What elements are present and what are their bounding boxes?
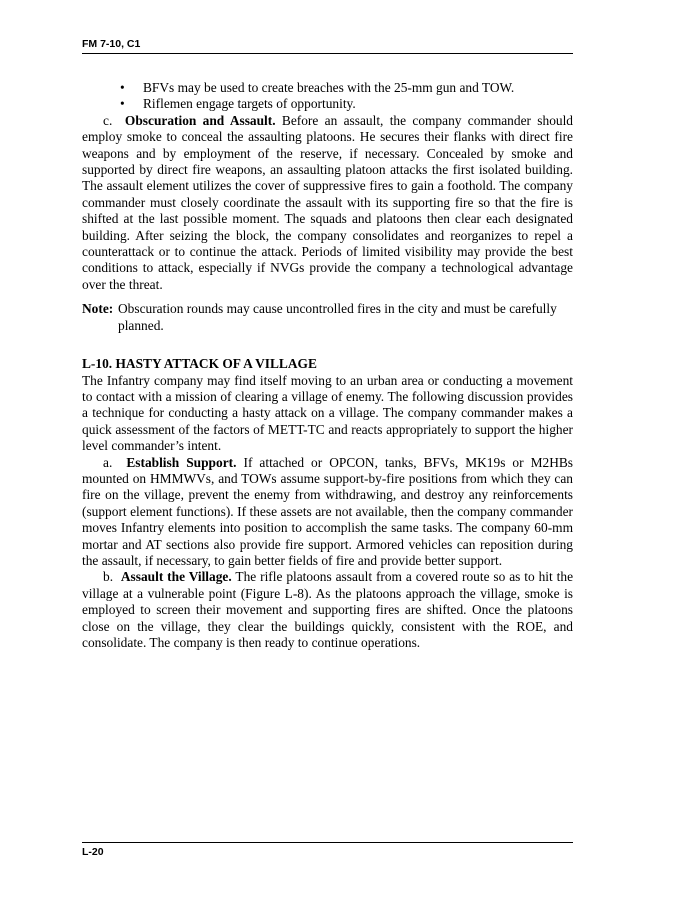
paragraph-heading: Obscuration and Assault.	[124, 112, 276, 128]
paragraph-label: c.	[103, 112, 113, 128]
paragraph-heading: Assault the Village.	[120, 569, 232, 585]
paragraph-text: Before an assault, the company commander should employ smoke to conceal the assaulting platoons. He secures their flanks with direct fire weapons and by employment of the reserve, if necessary. Concealed by smoke and supported by direct fire weapons, an assaulting platoon attacks the first isolated building. The assault element utilizes the cover of suppressive fires to gain a foothold. The company commander must closely coordinate the assault with its supporting fire so that the fire is shifted at the last possible moment. The squads and platoons then clear each designated building. After seizing the block, the company consolidates and reorganizes to repel a counterattack or to continue the attack. Periods of limited visibility may provide the best conditions to attack, especially if NVGs provide the company a technological advantage over the threat.	[82, 112, 573, 292]
paragraph-label: a.	[103, 454, 113, 470]
section-title: L-10. HASTY ATTACK OF A VILLAGE	[82, 356, 317, 372]
paragraph-a	[82, 455, 573, 570]
paragraph-label: b.	[103, 569, 114, 585]
paragraph-c	[82, 113, 573, 293]
note-label: Note:	[82, 301, 114, 317]
paragraph-text: If attached or OPCON, tanks, BFVs, MK19s or M2HBs mounted on HMMWVs, and TOWs assume support-by-fire positions from which they can fire on the village, prevent the enemy from withdrawing, and destroy any reinforcements (support element functions). If these assets are not available, then the company commander moves Infantry elements into position to accomplish the same tasks. The company 60-mm mortar and AT sections also provide fire support. Armored vehicles can reposition during the assault, if necessary, to gain better fields of fire and provide better support.	[82, 454, 574, 568]
paragraph-text: The rifle platoons assault from a covered route so as to hit the village at a vulnerable point (Figure L-8). As the platoons approach the village, smoke is employed to screen their movement and supporting fires are shifted. Once the platoons close on the village, they clear the buildings quickly, consistent with the ROE, and consolidate. The company is then ready to continue operations.	[82, 569, 574, 650]
note-block	[82, 301, 573, 334]
running-header: FM 7-10, C1	[82, 38, 141, 50]
header-rule	[82, 53, 573, 54]
page-body	[82, 80, 573, 651]
paragraph-heading: Establish Support.	[126, 454, 237, 470]
bullet-list	[82, 80, 573, 113]
bullet-item: • BFVs may be used to create breaches with the 25-mm gun and TOW.	[82, 80, 573, 96]
section-intro: The Infantry company may find itself moving to an urban area or conducting a movement to contact with a mission of clearing a village of enemy. The following discussion provides a technique for conducting a hasty attack on a village. The company commander makes a quick assessment of the factors of METT-TC and reacts appropriately to support the higher level commander’s intent.	[82, 372, 573, 454]
footer-rule	[82, 842, 573, 843]
page-number: L-20	[82, 846, 104, 858]
note-text: Obscuration rounds may cause uncontrolled fires in the city and must be carefully planned.	[118, 301, 557, 333]
bullet-item: • Riflemen engage targets of opportunity.	[82, 96, 573, 112]
paragraph-b	[82, 569, 573, 651]
